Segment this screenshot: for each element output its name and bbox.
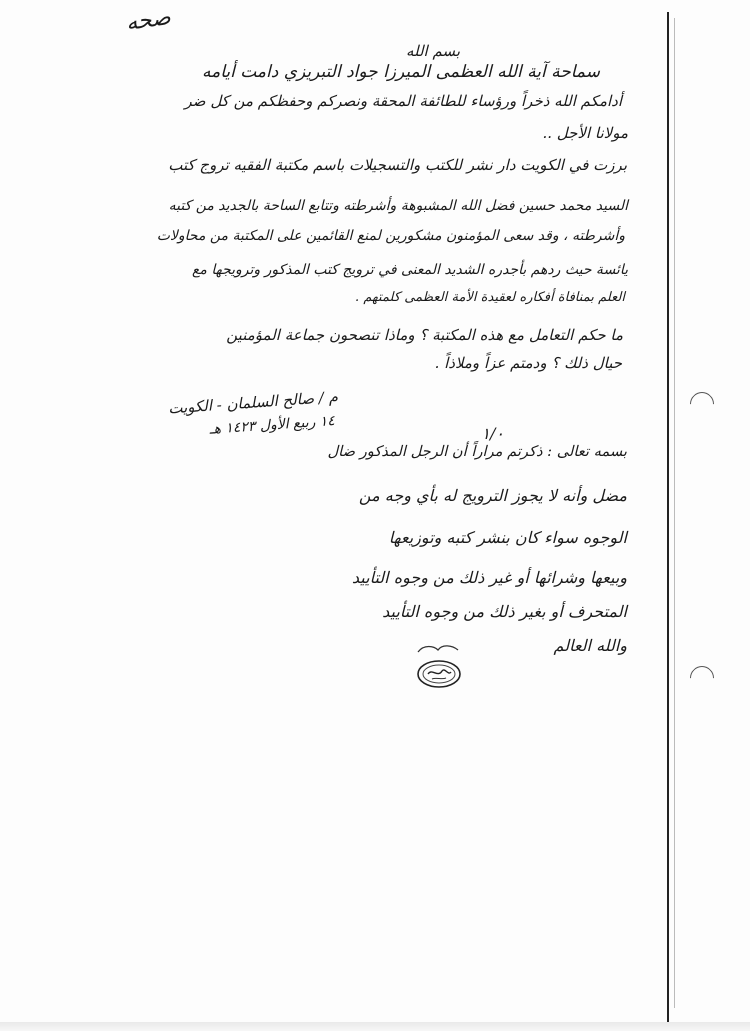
seal-stamp-icon: [412, 638, 468, 694]
answer-line: بسمه تعالى : ذكرتم مراراً أن الرجل المذكور ضال: [327, 443, 627, 460]
question-line: يائسة حيث ردهم بأجدره الشديد المعنى في ترويج كتب المذكور وترويجها مع: [191, 262, 628, 278]
answer-mark: ١/٠: [481, 424, 504, 443]
corner-mark: صحه: [124, 5, 173, 36]
question-line: حيال ذلك ؟ ودمتم عزاً وملاذاً .: [434, 354, 622, 372]
question-date: ١٤ ربيع الأول ١٤٢٣ هـ: [208, 413, 336, 438]
questioner-signature: م / صالح السلمان - الكويت: [167, 387, 339, 418]
question-line: وأشرطته ، وقد سعى المؤمنون مشكورين لمنع القائمين على المكتبة من محاولات: [156, 228, 625, 244]
punch-hole-icon: [685, 387, 719, 421]
question-line: أدامكم الله ذخراً ورؤساء للطائفة المحقة ونصركم وحفظكم من كل ضر: [184, 92, 622, 110]
answer-line: مضل وأنه لا يجوز الترويج له بأي وجه من: [358, 486, 627, 505]
answer-line: والله العالم: [553, 636, 627, 655]
page-right-border-inner: [674, 18, 675, 1008]
question-line: ما حكم التعامل مع هذه المكتبة ؟ وماذا تنصحون جماعة المؤمنين: [226, 326, 623, 344]
page-right-border: [667, 12, 669, 1024]
question-line: السيد محمد حسين فضل الله المشبوهة وأشرطته وتتابع الساحة بالجديد من كتبه: [168, 198, 628, 214]
answer-line: المتحرف أو بغير ذلك من وجوه التأييد: [382, 602, 627, 621]
punch-hole-icon: [685, 661, 719, 695]
question-line: سماحة آية الله العظمى الميرزا جواد التبريزي دامت أيامه: [201, 62, 600, 82]
answer-line: وبيعها وشرائها أو غير ذلك من وجوه التأييد: [351, 568, 627, 587]
question-line: بسم الله: [405, 42, 460, 60]
page-bottom-edge: [0, 1022, 750, 1031]
question-line: برزت في الكويت دار نشر للكتب والتسجيلات باسم مكتبة الفقيه تروج كتب: [168, 156, 627, 174]
question-line: مولانا الأجل ..: [542, 124, 628, 142]
answer-line: الوجوه سواء كان بنشر كتبه وتوزيعها: [388, 528, 627, 547]
question-line: العلم بمنافاة أفكاره لعقيدة الأمة العظمى كلمتهم .: [355, 290, 625, 305]
